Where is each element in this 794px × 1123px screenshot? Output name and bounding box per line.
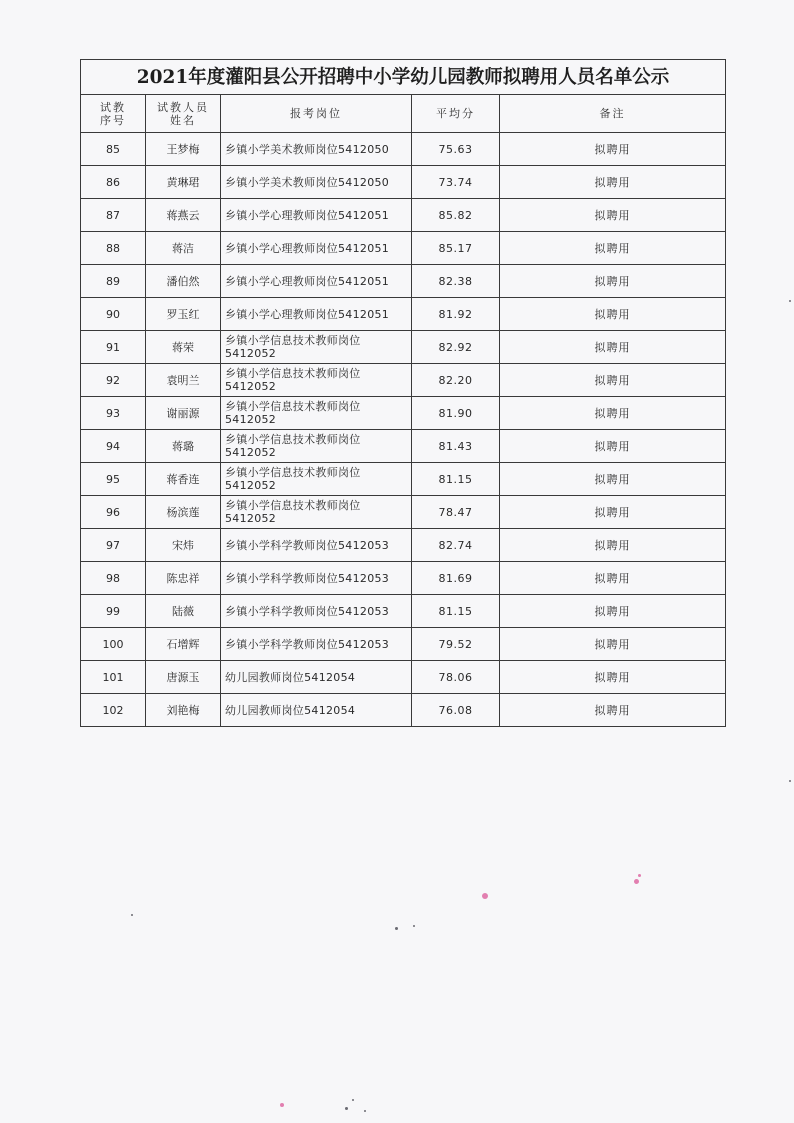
- row-name: 陈忠祥: [146, 562, 221, 595]
- row-name: 潘伯然: [146, 265, 221, 298]
- row-score: 81.92: [412, 298, 500, 331]
- row-position: [221, 265, 412, 298]
- row-position: [221, 133, 412, 166]
- row-position-line2: 5412052: [225, 380, 277, 393]
- row-name: 蒋香连: [146, 463, 221, 496]
- row-note: 拟聘用: [500, 628, 726, 661]
- row-seq: 87: [81, 199, 146, 232]
- row-position-line1: 乡镇小学科学教师岗位5412053: [225, 637, 390, 651]
- row-position-line2: 5412052: [225, 479, 277, 492]
- row-note: 拟聘用: [500, 364, 726, 397]
- row-name: 蒋燕云: [146, 199, 221, 232]
- header-position: 报考岗位: [221, 95, 412, 133]
- row-name: 黄琳珺: [146, 166, 221, 199]
- row-name: 蒋洁: [146, 232, 221, 265]
- row-score: 79.52: [412, 628, 500, 661]
- scan-speck: [131, 914, 133, 916]
- row-note: 拟聘用: [500, 199, 726, 232]
- row-score: 81.90: [412, 397, 500, 430]
- row-position: [221, 694, 412, 727]
- table-row: [81, 496, 726, 529]
- table-row: [81, 529, 726, 562]
- row-position: [221, 529, 412, 562]
- row-position-line1: 乡镇小学心理教师岗位5412051: [225, 307, 390, 321]
- row-seq: 95: [81, 463, 146, 496]
- scan-speck: [789, 300, 791, 302]
- row-score: 85.82: [412, 199, 500, 232]
- row-seq: 90: [81, 298, 146, 331]
- row-score: 78.47: [412, 496, 500, 529]
- header-name: [146, 95, 221, 133]
- row-seq: 100: [81, 628, 146, 661]
- table-row: [81, 265, 726, 298]
- header-score: 平均分: [412, 95, 500, 133]
- row-position-line2: 5412052: [225, 512, 277, 525]
- row-seq: 88: [81, 232, 146, 265]
- row-position-line2: 5412052: [225, 446, 277, 459]
- row-note: 拟聘用: [500, 463, 726, 496]
- row-name: 王梦梅: [146, 133, 221, 166]
- row-position-line1: 乡镇小学信息技术教师岗位: [225, 499, 361, 512]
- row-score: 73.74: [412, 166, 500, 199]
- document-sheet: [80, 59, 725, 727]
- row-note: 拟聘用: [500, 562, 726, 595]
- row-note: 拟聘用: [500, 166, 726, 199]
- table-row: [81, 364, 726, 397]
- row-seq: 93: [81, 397, 146, 430]
- row-seq: 102: [81, 694, 146, 727]
- row-position: [221, 463, 412, 496]
- row-position-line1: 幼儿园教师岗位5412054: [225, 703, 356, 717]
- row-position: [221, 628, 412, 661]
- row-note: 拟聘用: [500, 232, 726, 265]
- row-name: 唐源玉: [146, 661, 221, 694]
- row-name: 罗玉红: [146, 298, 221, 331]
- row-position: [221, 496, 412, 529]
- row-position-line1: 乡镇小学科学教师岗位5412053: [225, 571, 390, 585]
- scan-speck: [413, 925, 415, 927]
- row-score: 82.38: [412, 265, 500, 298]
- row-note: 拟聘用: [500, 265, 726, 298]
- row-position-line1: 幼儿园教师岗位5412054: [225, 670, 356, 684]
- row-score: 75.63: [412, 133, 500, 166]
- row-position-line1: 乡镇小学心理教师岗位5412051: [225, 208, 390, 222]
- row-seq: 85: [81, 133, 146, 166]
- table-row: [81, 232, 726, 265]
- row-seq: 101: [81, 661, 146, 694]
- table-row: [81, 628, 726, 661]
- row-position-line1: 乡镇小学信息技术教师岗位: [225, 334, 361, 347]
- row-position: [221, 331, 412, 364]
- row-position: [221, 661, 412, 694]
- row-note: 拟聘用: [500, 595, 726, 628]
- row-position-line1: 乡镇小学科学教师岗位5412053: [225, 538, 390, 552]
- row-name: 刘艳梅: [146, 694, 221, 727]
- row-name: 蒋璐: [146, 430, 221, 463]
- row-score: 81.69: [412, 562, 500, 595]
- row-note: 拟聘用: [500, 694, 726, 727]
- row-position-line1: 乡镇小学心理教师岗位5412051: [225, 274, 390, 288]
- row-name: 袁明兰: [146, 364, 221, 397]
- row-position: [221, 397, 412, 430]
- header-seq-line1: 试教: [100, 100, 126, 114]
- row-position-line2: 5412052: [225, 347, 277, 360]
- row-position-line1: 乡镇小学信息技术教师岗位: [225, 367, 361, 380]
- row-position-line2: 5412052: [225, 413, 277, 426]
- row-position: [221, 166, 412, 199]
- scan-speck: [280, 1103, 284, 1107]
- row-note: 拟聘用: [500, 529, 726, 562]
- row-note: 拟聘用: [500, 298, 726, 331]
- row-score: 85.17: [412, 232, 500, 265]
- row-name: 谢丽源: [146, 397, 221, 430]
- header-seq-line2: 序号: [100, 113, 126, 127]
- row-position-line1: 乡镇小学美术教师岗位5412050: [225, 142, 390, 156]
- hiring-roster-table: [80, 59, 726, 727]
- scan-speck: [345, 1107, 348, 1110]
- row-score: 82.20: [412, 364, 500, 397]
- row-note: 拟聘用: [500, 430, 726, 463]
- row-position-line1: 乡镇小学美术教师岗位5412050: [225, 175, 390, 189]
- row-score: 82.92: [412, 331, 500, 364]
- table-row: [81, 430, 726, 463]
- row-note: 拟聘用: [500, 331, 726, 364]
- row-seq: 86: [81, 166, 146, 199]
- row-position: [221, 199, 412, 232]
- scan-speck: [638, 874, 641, 877]
- row-name: 陆薇: [146, 595, 221, 628]
- row-name: 宋炜: [146, 529, 221, 562]
- row-position: [221, 562, 412, 595]
- header-name-line2: 姓名: [170, 113, 196, 127]
- row-position-line1: 乡镇小学信息技术教师岗位: [225, 433, 361, 446]
- row-seq: 97: [81, 529, 146, 562]
- header-seq: [81, 95, 146, 133]
- row-position: [221, 364, 412, 397]
- scan-speck: [482, 893, 488, 899]
- header-row: [81, 95, 726, 133]
- row-position-line1: 乡镇小学信息技术教师岗位: [225, 400, 361, 413]
- row-score: 76.08: [412, 694, 500, 727]
- scan-speck: [395, 927, 398, 930]
- table-row: [81, 166, 726, 199]
- row-position-line1: 乡镇小学科学教师岗位5412053: [225, 604, 390, 618]
- table-row: [81, 397, 726, 430]
- table-row: [81, 661, 726, 694]
- row-note: 拟聘用: [500, 661, 726, 694]
- document-title: 2021年度灌阳县公开招聘中小学幼儿园教师拟聘用人员名单公示: [81, 60, 726, 95]
- row-score: 81.43: [412, 430, 500, 463]
- row-seq: 91: [81, 331, 146, 364]
- row-position-line1: 乡镇小学心理教师岗位5412051: [225, 241, 390, 255]
- row-note: 拟聘用: [500, 133, 726, 166]
- row-note: 拟聘用: [500, 496, 726, 529]
- title-row: [81, 60, 726, 95]
- row-score: 78.06: [412, 661, 500, 694]
- scan-speck: [352, 1099, 354, 1101]
- header-name-line1: 试教人员: [157, 100, 209, 114]
- table-row: [81, 133, 726, 166]
- row-name: 杨滨莲: [146, 496, 221, 529]
- table-row: [81, 331, 726, 364]
- table-row: [81, 694, 726, 727]
- header-note: 备注: [500, 95, 726, 133]
- row-score: 81.15: [412, 463, 500, 496]
- row-position: [221, 232, 412, 265]
- table-row: [81, 595, 726, 628]
- row-score: 82.74: [412, 529, 500, 562]
- table-row: [81, 562, 726, 595]
- scan-speck: [364, 1110, 366, 1112]
- scan-speck: [634, 879, 639, 884]
- table-row: [81, 199, 726, 232]
- row-note: 拟聘用: [500, 397, 726, 430]
- roster-body: [81, 133, 726, 727]
- row-seq: 89: [81, 265, 146, 298]
- row-position: [221, 430, 412, 463]
- row-seq: 96: [81, 496, 146, 529]
- row-seq: 94: [81, 430, 146, 463]
- row-position-line1: 乡镇小学信息技术教师岗位: [225, 466, 361, 479]
- row-seq: 98: [81, 562, 146, 595]
- row-name: 蒋荣: [146, 331, 221, 364]
- row-score: 81.15: [412, 595, 500, 628]
- row-position: [221, 595, 412, 628]
- row-seq: 92: [81, 364, 146, 397]
- row-position: [221, 298, 412, 331]
- row-seq: 99: [81, 595, 146, 628]
- table-row: [81, 298, 726, 331]
- scan-speck: [789, 780, 791, 782]
- row-name: 石增辉: [146, 628, 221, 661]
- table-row: [81, 463, 726, 496]
